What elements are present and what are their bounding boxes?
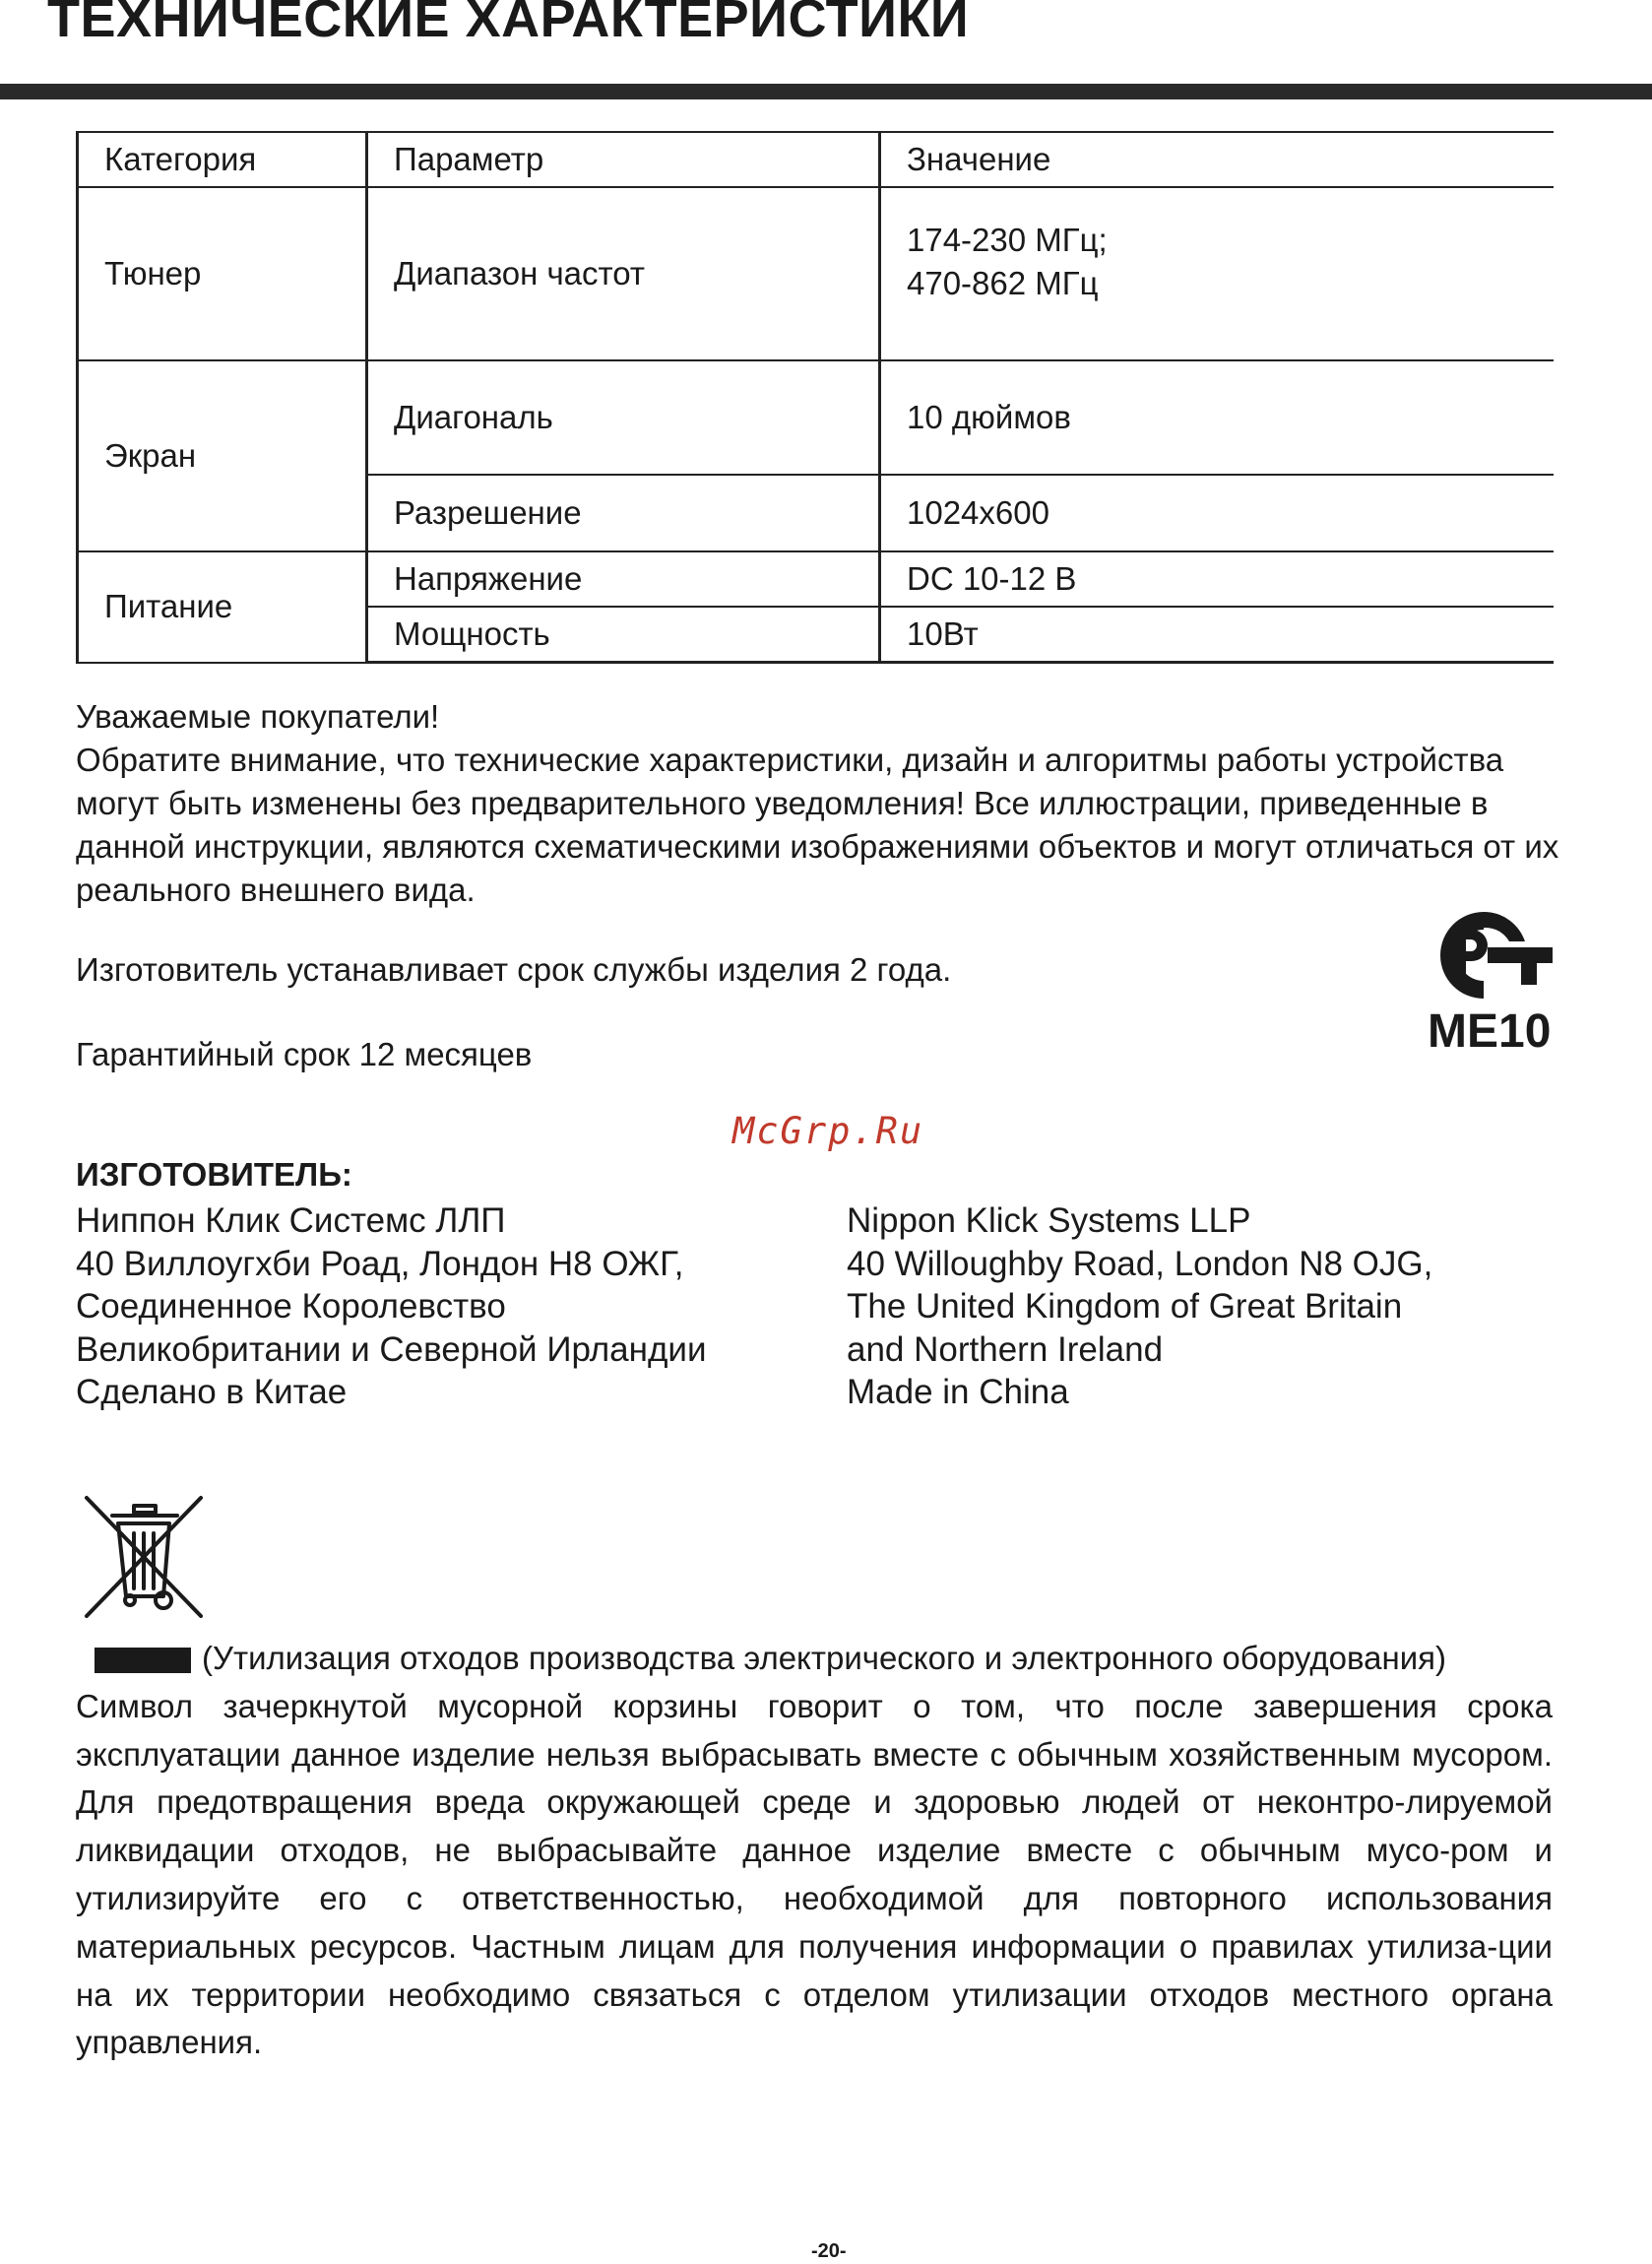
address-line: Ниппон Клик Системс ЛЛП <box>76 1201 506 1240</box>
address-line: Nippon Klick Systems LLP <box>847 1201 1251 1240</box>
header-param: Параметр <box>367 132 880 187</box>
service-life-text: Изготовитель устанавливает срок службы изделия 2 года. <box>76 951 952 988</box>
value-line: 470-862 МГц <box>907 265 1099 301</box>
spec-table <box>76 131 1554 664</box>
value-cell: DC 10-12 В <box>880 551 1554 607</box>
table-row <box>78 360 1554 475</box>
address-line: 40 Willoughby Road, London N8 OJG, <box>847 1244 1433 1283</box>
address-line: Соединенное Королевство <box>76 1287 506 1326</box>
certification-code: ME10 <box>1428 1005 1552 1058</box>
watermark: McGrp.Ru <box>732 1110 924 1152</box>
category-cell: Тюнер <box>78 187 367 360</box>
value-cell: 10 дюймов <box>880 360 1554 475</box>
param-cell: Мощность <box>367 607 880 663</box>
notice-body: Обратите внимание, что технические характеристики, дизайн и алгоритмы работы устройства могут быть изменены без предварительного уведомления! Все иллюстрации, приведенные в данной инструкции, являются схематическими изображениями объектов и могут отличаться от их реального внешнего вида. <box>76 742 1559 908</box>
customer-notice <box>76 695 1572 912</box>
header-value: Значение <box>880 132 1554 187</box>
table-row <box>78 187 1554 360</box>
category-cell: Питание <box>78 551 367 663</box>
address-line: Великобритании и Северной Ирландии <box>76 1329 707 1369</box>
weee-body: Символ зачеркнутой мусорной корзины говорит о том, что после завершения срока эксплуатации данное изделие нельзя выбрасывать вместе с обычным хозяйственным мусором. Для предотвращения вреда окружающей среде и здоровью людей от неконтро-лируемой ликвидации отходов, не выбрасывайте данное изделие вместе с обычным мусо-ром и утилизируйте его с ответственностью, необходимой для повторного использования материальных ресурсов. Частным лицам для получения информации о правилах утилиза-ции на их территории необходимо связаться с отделом утилизации отходов местного органа управления. <box>76 1687 1553 2061</box>
manufacturer-heading: ИЗГОТОВИТЕЛЬ: <box>76 1156 352 1193</box>
warranty-text: Гарантийный срок 12 месяцев <box>76 1036 533 1072</box>
weee-section <box>76 1635 1553 2067</box>
param-cell: Разрешение <box>367 475 880 551</box>
table-header-row <box>78 132 1554 187</box>
manufacturer-address-ru <box>76 1199 707 1414</box>
address-line: The United Kingdom of Great Britain <box>847 1287 1403 1326</box>
address-line: and Northern Ireland <box>847 1329 1164 1369</box>
notice-greeting: Уважаемые покупатели! <box>76 698 440 735</box>
param-cell: Диагональ <box>367 360 880 475</box>
title-divider <box>0 84 1652 99</box>
value-cell: 10Вт <box>880 607 1554 663</box>
address-line: Сделано в Китае <box>76 1373 348 1411</box>
value-cell: 1024x600 <box>880 475 1554 551</box>
crossed-out-bin-icon <box>83 1494 205 1620</box>
value-cell <box>880 187 1554 360</box>
category-cell: Экран <box>78 360 367 551</box>
address-line: 40 Виллоугхби Роад, Лондон Н8 ОЖГ, <box>76 1244 684 1283</box>
manufacturer-address-en <box>847 1199 1432 1414</box>
address-line: Made in China <box>847 1373 1069 1411</box>
param-cell: Напряжение <box>367 551 880 607</box>
header-category: Категория <box>78 132 367 187</box>
page-number: -20- <box>811 2240 847 2262</box>
weee-title: (Утилизация отходов производства электрического и электронного оборудования) <box>202 1640 1447 1676</box>
page-title: ТЕХНИЧЕСКИЕ ХАРАКТЕРИСТИКИ <box>47 0 970 48</box>
table-row <box>78 551 1554 607</box>
param-cell: Диапазон частот <box>367 187 880 360</box>
value-line: 174-230 МГц; <box>907 222 1108 258</box>
